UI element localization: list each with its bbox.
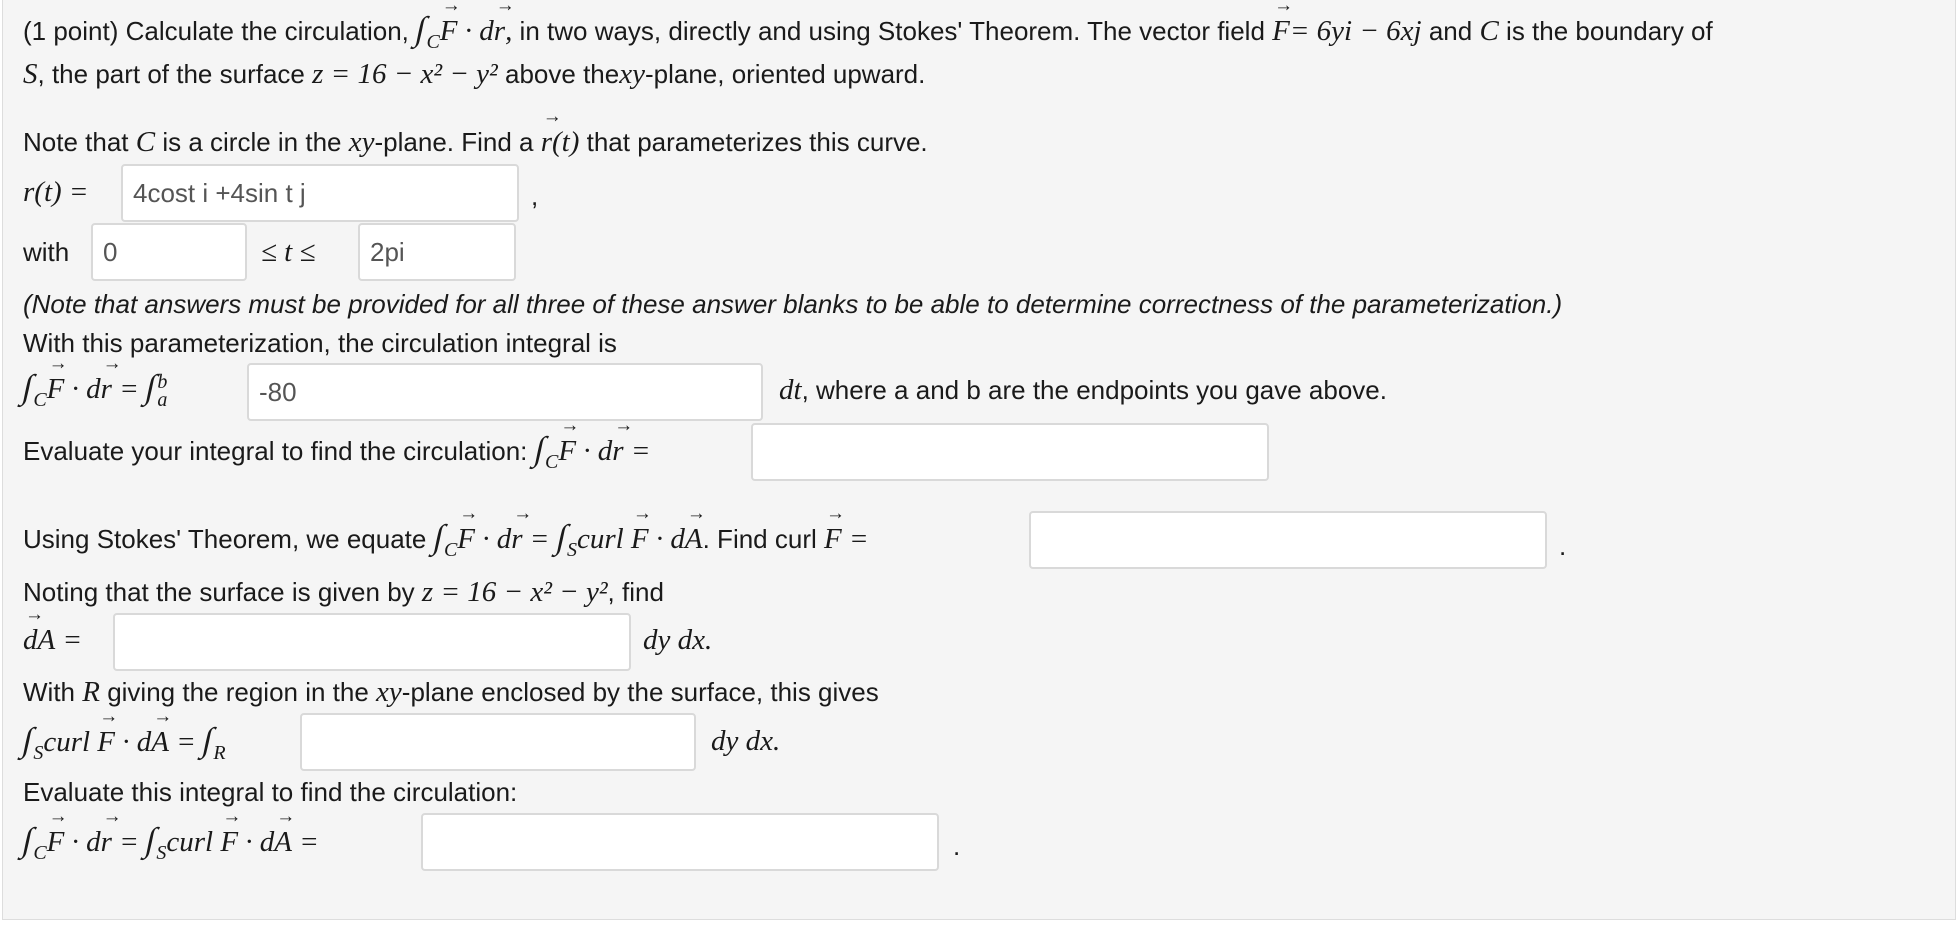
dA-input[interactable]	[113, 613, 631, 671]
circulation-intro: With this parameterization, the circulation integral is	[23, 328, 617, 358]
problem-statement-line-2: S, the part of the surface z = 16 − x² − y² above thexy-plane, oriented upward.	[23, 58, 926, 90]
t-upper-input[interactable]: 2pi	[358, 223, 516, 281]
dA-label: → dA =	[23, 624, 82, 656]
circulation-integral-expr: $\int_C\to F \cdot d\to r$,	[416, 15, 512, 47]
surface-integral-label: $\int_Scurl \to F \cdot d\to A = \int_R$	[23, 725, 226, 769]
final-integral-label: $\int_C\to F \cdot d\to r$ = $\int_Scurl \to F \cdot d\to A$ =	[23, 825, 319, 869]
answers-note: (Note that answers must be provided for all three of these answer blanks to be able to determine correctness of the parameterization.)	[23, 289, 1563, 319]
rt-input[interactable]: 4cost i +4sin t j	[121, 164, 519, 222]
region-line: With R giving the region in the xy-plane enclosed by the surface, this gives	[23, 676, 879, 708]
final-circulation-input[interactable]	[421, 813, 939, 871]
problem-panel	[2, 0, 1956, 920]
with-label: with	[23, 237, 70, 267]
region-integrand-input[interactable]	[300, 713, 696, 771]
surface-equation: z = 16 − x² − y²	[312, 58, 498, 90]
curl-input[interactable]	[1029, 511, 1547, 569]
rt-comma: ,	[531, 181, 539, 211]
points-label: (1 point)	[23, 16, 119, 46]
vector-field-expr: → F= 6yi − 6xj	[1272, 15, 1421, 47]
curl-period: .	[1559, 531, 1567, 561]
circulation-integral-label: $\int_C\to F \cdot d\to r$ = ∫ b a	[23, 372, 167, 416]
endpoints-text: dt, where a and b are the endpoints you gave above.	[779, 374, 1387, 406]
noting-line: Noting that the surface is given by z = 16 − x² − y², find	[23, 576, 664, 608]
dydx-label: dy dx.	[643, 624, 713, 656]
stokes-equate: Using Stokes' Theorem, we equate $\int_C\to F \cdot d\to r$ = $\int_Scurl \to F \cdot d\to A$. Find curl → F =	[23, 522, 869, 566]
final-period: .	[953, 831, 961, 861]
t-lower-input[interactable]: 0	[91, 223, 247, 281]
rt-label: r(t) =	[23, 176, 89, 208]
dydx2-label: dy dx.	[711, 725, 781, 757]
evaluate-label: Evaluate your integral to find the circulation: $\int_C\to F \cdot d\to r$ =	[23, 434, 650, 478]
integrand-input[interactable]: -80	[247, 363, 763, 421]
circle-note: Note that C is a circle in the xy-plane. Find a → r(t) that parameterizes this curve.	[23, 126, 928, 158]
t-inequality: ≤ t ≤	[261, 236, 316, 268]
problem-statement-line-1: (1 point) Calculate the circulation, $\int_C\to F \cdot d\to r$, in two ways, directly and using Stokes' Theorem. The vector field → F= 6yi − 6xj and C is the boundary of	[23, 14, 1713, 58]
circulation-input[interactable]	[751, 423, 1269, 481]
evaluate2-label: Evaluate this integral to find the circulation:	[23, 777, 518, 807]
